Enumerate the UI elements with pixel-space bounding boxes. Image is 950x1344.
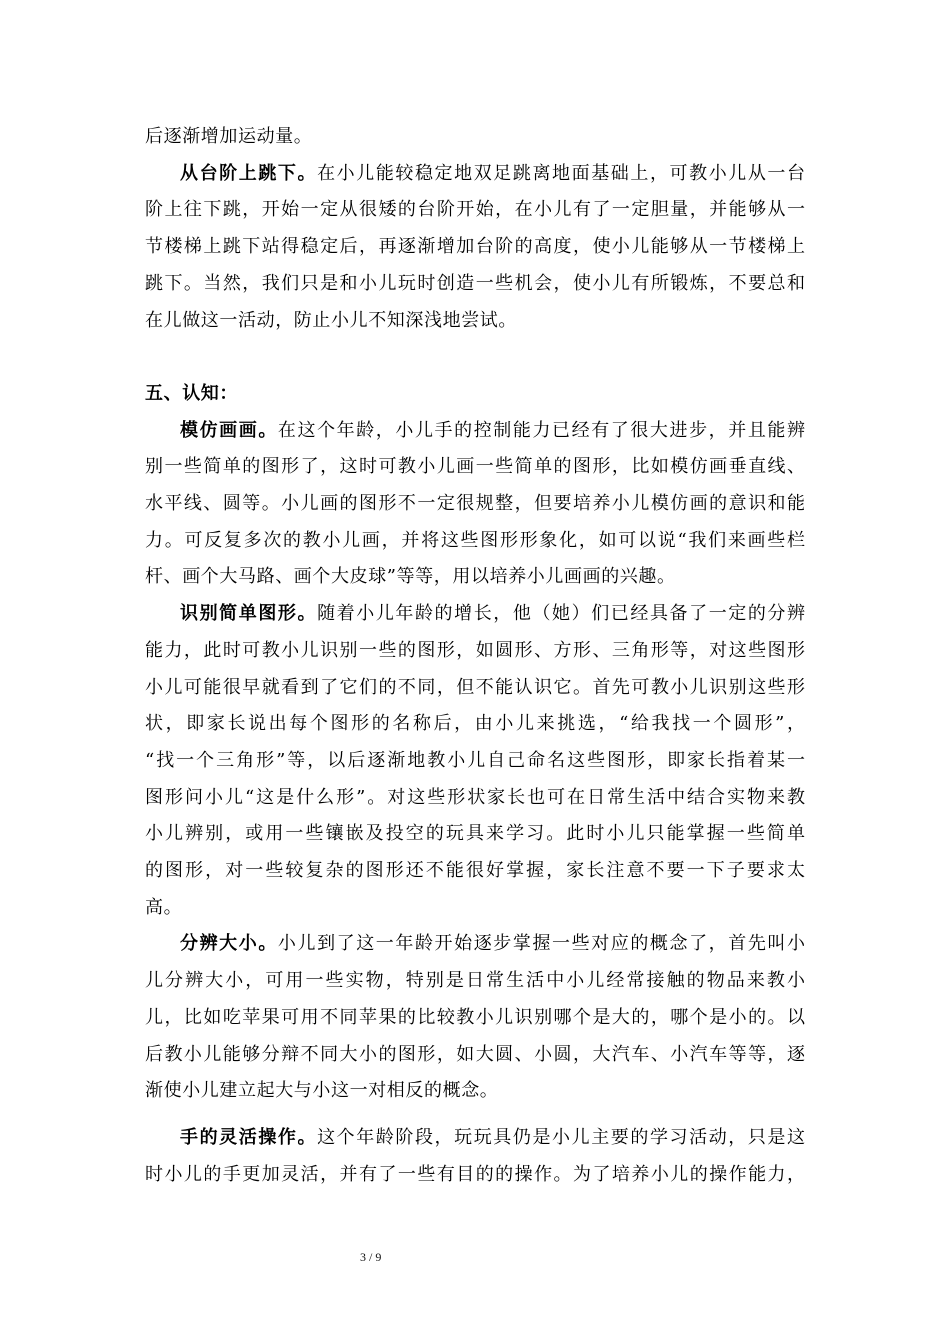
paragraph-first-text: 这个年龄阶段，玩玩具仍是小儿主要的学习活动，只是这: [317, 1126, 806, 1148]
paragraph-lead: 分辨大小。: [180, 933, 278, 955]
paragraph-line: 儿，比如吃苹果可用不同苹果的比较教小儿识别哪个是大的，哪个是小的。以: [145, 1006, 805, 1028]
paragraph-line: 的图形，对一些较复杂的图形还不能很好掌握，家长注意不要一下子要求太: [145, 860, 805, 882]
paragraph-first-line: [145, 156, 805, 193]
paragraph-first-text: 随着小儿年龄的增长，他（她）们已经具备了一定的分辨: [317, 603, 806, 625]
page-number: 3 / 9: [360, 1250, 382, 1264]
paragraph-line: 别一些简单的图形了，这时可教小儿画一些简单的图形，比如模仿画垂直线、: [145, 456, 805, 478]
paragraph-lead: 从台阶上跳下。: [180, 162, 318, 184]
paragraph-line: 后教小儿能够分辩不同大小的图形，如大圆、小圆，大汽车、小汽车等等，逐: [145, 1043, 805, 1065]
paragraph-line: 渐使小儿建立起大与小这一对相反的概念。: [145, 1080, 499, 1102]
paragraph-first-text: 小儿到了这一年龄开始逐步掌握一些对应的概念了，首先叫小: [277, 933, 806, 955]
paragraph-first-text: 在这个年龄，小儿手的控制能力已经有了很大进步，并且能辨: [277, 419, 806, 441]
paragraph-line: 小儿辨别，或用一些镶嵌及投空的玩具来学习。此时小儿只能掌握一些简单: [145, 823, 805, 845]
paragraph-lead: 手的灵活操作。: [180, 1126, 318, 1148]
body-text: [145, 119, 805, 1193]
paragraph-line: 状，即家长说出每个图形的名称后，由小儿来挑选，“给我找一个圆形”，: [145, 713, 805, 735]
paragraph-line: 节楼梯上跳下站得稳定后，再逐渐增加台阶的高度，使小儿能够从一节楼梯上: [145, 236, 805, 258]
paragraph-first-line: [145, 926, 805, 963]
paragraph-line: 高。: [145, 896, 183, 918]
paragraph-line: 跳下。当然，我们只是和小儿玩时创造一些机会，使小儿有所锻炼，不要总和: [145, 272, 805, 294]
paragraph-line: 杆、画个大马路、画个大皮球”等等，用以培养小儿画画的兴趣。: [145, 566, 676, 588]
paragraph-line: 能力，此时可教小儿识别一些的图形，如圆形、方形、三角形等，对这些图形: [145, 639, 805, 661]
paragraph-first-line: [145, 596, 805, 633]
paragraph-line: 在儿做这一活动，防止小儿不知深浅地尝试。: [145, 309, 517, 331]
paragraph-line: “找一个三角形”等，以后逐渐地教小儿自己命名这些图形，即家长指着某一: [145, 749, 805, 771]
paragraph-line: 阶上往下跳，开始一定从很矮的台阶开始，在小儿有了一定胆量，并能够从一: [145, 199, 805, 221]
paragraph-line: 力。可反复多次的教小儿画，并将这些图形形象化，如可以说“我们来画些栏: [145, 529, 805, 551]
paragraph-line: 水平线、圆等。小儿画的图形不一定很规整，但要培养小儿模仿画的意识和能: [145, 493, 805, 515]
paragraph-line: 小儿可能很早就看到了它们的不同，但不能认识它。首先可教小儿识别这些形: [145, 676, 805, 698]
paragraph-line: 时小儿的手更加灵活，并有了一些有目的的操作。为了培养小儿的操作能力，: [145, 1163, 805, 1185]
blank-line: [145, 339, 805, 376]
paragraph-lead: 识别简单图形。: [180, 603, 318, 625]
paragraph-line: 图形问小儿“这是什么形”。对这些形状家长也可在日常生活中结合实物来教: [145, 786, 805, 808]
paragraph-first-text: 在小儿能较稳定地双足跳离地面基础上，可教小儿从一台: [317, 162, 806, 184]
paragraph-first-line: [145, 413, 805, 450]
paragraph-line: 儿分辨大小，可用一些实物，特别是日常生活中小儿经常接触的物品来教小: [145, 970, 805, 992]
section-heading: 五、认知：: [145, 382, 238, 404]
paragraph-lead: 模仿画画。: [180, 419, 278, 441]
paragraph-line: 后逐渐增加运动量。: [145, 126, 313, 147]
paragraph-first-line: [145, 1120, 805, 1157]
